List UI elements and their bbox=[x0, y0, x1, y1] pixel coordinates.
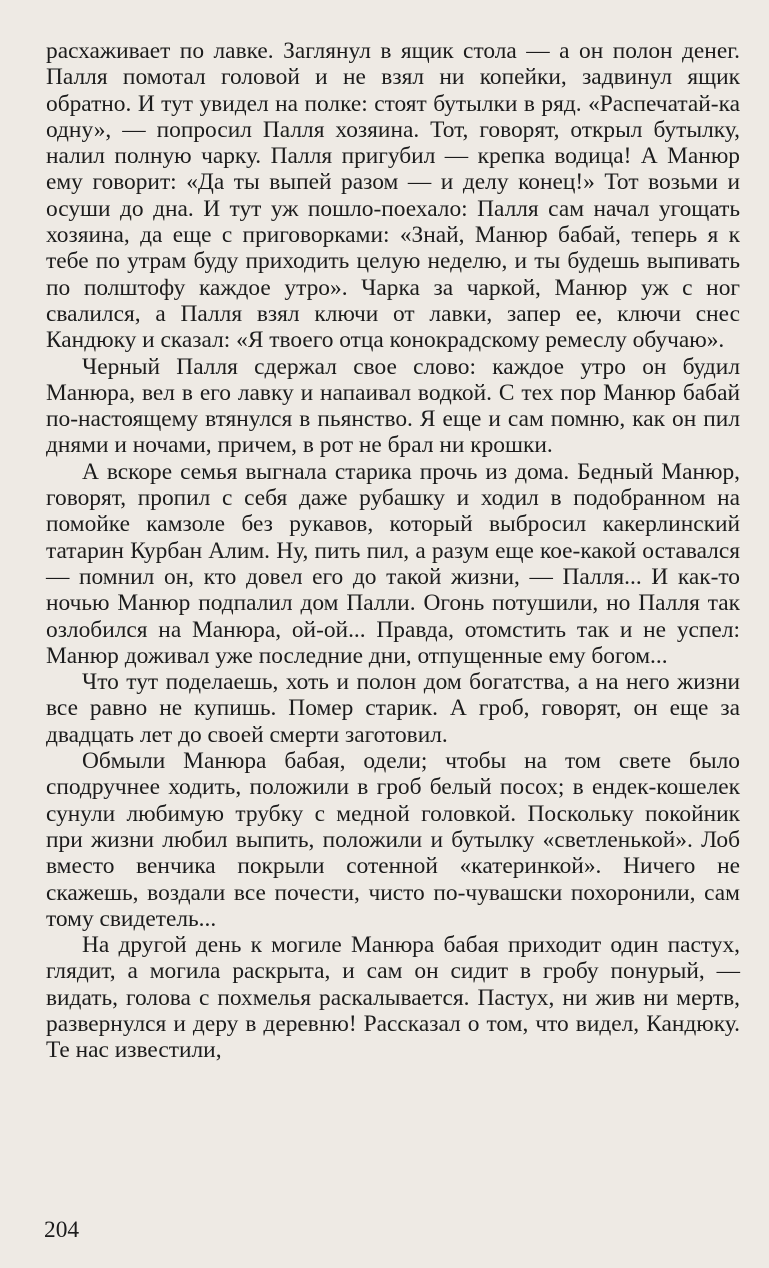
paragraph-1: расхаживает по лавке. Заглянул в ящик стола — а он полон денег. Палля помотал головой и не взял ни копейки, задвинул ящик обратно. И тут увидел на полке: стоят бутылки в ряд. «Распечатай-ка одну», — попросил Палля хозяина. Тот, говорят, открыл бутылку, налил полную чарку. Палля пригубил — крепка водица! А Манюр ему говорит: «Да ты выпей разом — и делу конец!» Тот возьми и осуши до дна. И тут уж пошло-поехало: Палля сам начал угощать хозяина, да еще с приговорками: «Знай, Манюр бабай, теперь я к тебе по утрам буду приходить целую неделю, и ты будешь выпивать по полштофу каждое утро». Чарка за чаркой, Манюр уж с ног свалился, а Палля взял ключи от лавки, запер ее, ключи снес Кандюку и сказал: «Я твоего отца конокрадскому ремеслу обучаю». bbox=[46, 38, 740, 354]
paragraph-4: Что тут поделаешь, хоть и полон дом богатства, а на него жизни все равно не купишь. Помер старик. А гроб, говорят, он еще за двадцать лет до своей смерти заготовил. bbox=[46, 669, 740, 748]
page-number: 204 bbox=[44, 1217, 80, 1243]
paragraph-2: Черный Палля сдержал свое слово: каждое утро он будил Манюра, вел в его лавку и напаивал водкой. С тех пор Манюр бабай по-настоящему втянулся в пьянство. Я еще и сам помню, как он пил днями и ночами, причем, в рот не брал ни крошки. bbox=[46, 353, 740, 459]
paragraph-3: А вскоре семья выгнала старика прочь из дома. Бедный Манюр, говорят, пропил с себя даже рубашку и ходил в подобранном на помойке камзоле без рукавов, который выбросил какерлинский татарин Курбан Алим. Ну, пить пил, а разум еще кое-какой оставался — помнил он, кто довел его до такой жизни, — Палля... И как-то ночью Манюр подпалил дом Палли. Огонь потушили, но Палля так озлобился на Манюра, ой-ой... Правда, отомстить так и не успел: Манюр доживал уже последние дни, отпущенные ему богом... bbox=[46, 458, 740, 669]
paragraph-5: Обмыли Манюра бабая, одели; чтобы на том свете было сподручнее ходить, положили в гроб белый посох; в ендек-кошелек сунули любимую трубку с медной головкой. Поскольку покойник при жизни любил выпить, положили и бутылку «светленькой». Лоб вместо венчика покрыли сотенной «катеринкой». Ничего не скажешь, воздали все почести, чисто по-чувашски похоронили, сам тому свидетель... bbox=[46, 748, 740, 932]
paragraph-6: На другой день к могиле Манюра бабая приходит один пастух, глядит, а могила раскрыта, и сам он сидит в гробу понурый, — видать, голова с похмелья раскалывается. Пастух, ни жив ни мертв, развернулся и деру в деревню! Рассказал о том, что видел, Кандюку. Те нас известили, bbox=[46, 932, 740, 1064]
book-page-text bbox=[46, 38, 740, 1258]
